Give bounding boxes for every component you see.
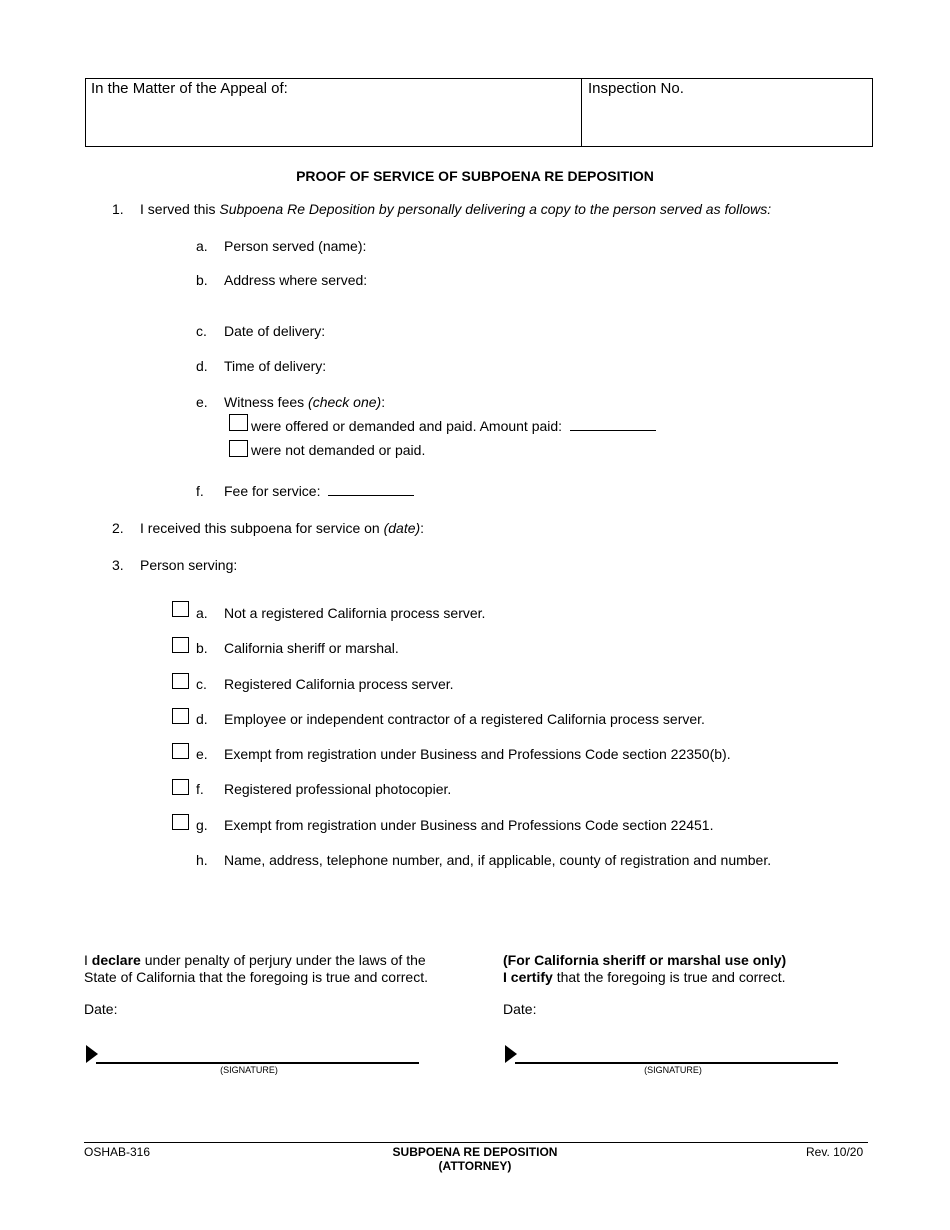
item1-text: I served this Subpoena Re Deposition by personally delivering a copy to the person served as follows: (140, 201, 772, 217)
option-b-text: California sheriff or marshal. (224, 640, 399, 656)
certify-text: (For California sheriff or marshal use only) I certify that the foregoing is true and correct. (503, 952, 787, 985)
option-g-letter: g. (196, 817, 208, 833)
signature-caption: (SIGNATURE) (220, 1065, 278, 1075)
option-e-letter: e. (196, 746, 208, 762)
option-f-checkbox[interactable] (172, 779, 189, 795)
option-b-checkbox[interactable] (172, 637, 189, 653)
inspection-label: Inspection No. (588, 80, 684, 97)
page-title: PROOF OF SERVICE OF SUBPOENA RE DEPOSITION (296, 168, 654, 184)
option-h-text: Name, address, telephone number, and, if applicable, county of registration and number. (224, 852, 772, 868)
item1d-letter: d. (196, 358, 208, 374)
item3-number: 3. (112, 557, 124, 573)
signature-line[interactable] (96, 1062, 419, 1064)
option-d-checkbox[interactable] (172, 708, 189, 724)
option-g-text: Exempt from registration under Business and Professions Code section 22451. (224, 817, 714, 833)
witness-not-paid-option: were not demanded or paid. (251, 442, 426, 458)
witness-paid-checkbox[interactable] (229, 414, 248, 431)
item1b-letter: b. (196, 272, 208, 288)
matter-label: In the Matter of the Appeal of: (91, 80, 288, 97)
footer-title: SUBPOENA RE DEPOSITION (ATTORNEY) (392, 1145, 558, 1173)
fee-service-label: Fee for service: (224, 483, 414, 499)
option-h-letter: h. (196, 852, 208, 868)
footer-rule (84, 1142, 868, 1143)
option-c-checkbox[interactable] (172, 673, 189, 689)
item2-number: 2. (112, 520, 124, 536)
option-f-letter: f. (196, 781, 204, 797)
option-a-text: Not a registered California process server. (224, 605, 486, 621)
address-served-label: Address where served: (224, 272, 368, 288)
certify-date-label: Date: (503, 1001, 537, 1017)
caption-box (85, 78, 873, 147)
witness-paid-option: were offered or demanded and paid. Amount paid: (251, 418, 656, 434)
item3-text: Person serving: (140, 557, 238, 573)
person-served-label: Person served (name): (224, 238, 367, 254)
option-g-checkbox[interactable] (172, 814, 189, 830)
option-a-checkbox[interactable] (172, 601, 189, 617)
option-c-text: Registered California process server. (224, 676, 454, 692)
sheriff-signature-line[interactable] (515, 1062, 838, 1064)
option-e-text: Exempt from registration under Business and Professions Code section 22350(b). (224, 746, 731, 762)
item1c-letter: c. (196, 323, 207, 339)
item1a-letter: a. (196, 238, 208, 254)
declaration-text: I declare under penalty of perjury under the laws of the State of California that the foregoing is true and correct. (84, 952, 428, 985)
form-number: OSHAB-316 (84, 1145, 151, 1159)
time-delivery-label: Time of delivery: (224, 358, 327, 374)
option-d-text: Employee or independent contractor of a registered California process server. (224, 711, 705, 727)
witness-not-paid-checkbox[interactable] (229, 440, 248, 457)
option-d-letter: d. (196, 711, 208, 727)
option-a-letter: a. (196, 605, 208, 621)
date-delivery-label: Date of delivery: (224, 323, 326, 339)
item2-text: I received this subpoena for service on (date): (140, 520, 425, 536)
item1f-letter: f. (196, 483, 204, 499)
option-b-letter: b. (196, 640, 208, 656)
option-c-letter: c. (196, 676, 207, 692)
item1e-letter: e. (196, 394, 208, 410)
sheriff-signature-caption: (SIGNATURE) (644, 1065, 702, 1075)
signature-arrow-icon (86, 1045, 98, 1063)
caption-divider (581, 79, 582, 146)
revision-date: Rev. 10/20 (806, 1145, 864, 1159)
signature-arrow-icon (505, 1045, 517, 1063)
witness-fees-label: Witness fees (check one): (224, 394, 386, 410)
item1-number: 1. (112, 201, 124, 217)
option-e-checkbox[interactable] (172, 743, 189, 759)
declaration-date-label: Date: (84, 1001, 118, 1017)
option-f-text: Registered professional photocopier. (224, 781, 452, 797)
